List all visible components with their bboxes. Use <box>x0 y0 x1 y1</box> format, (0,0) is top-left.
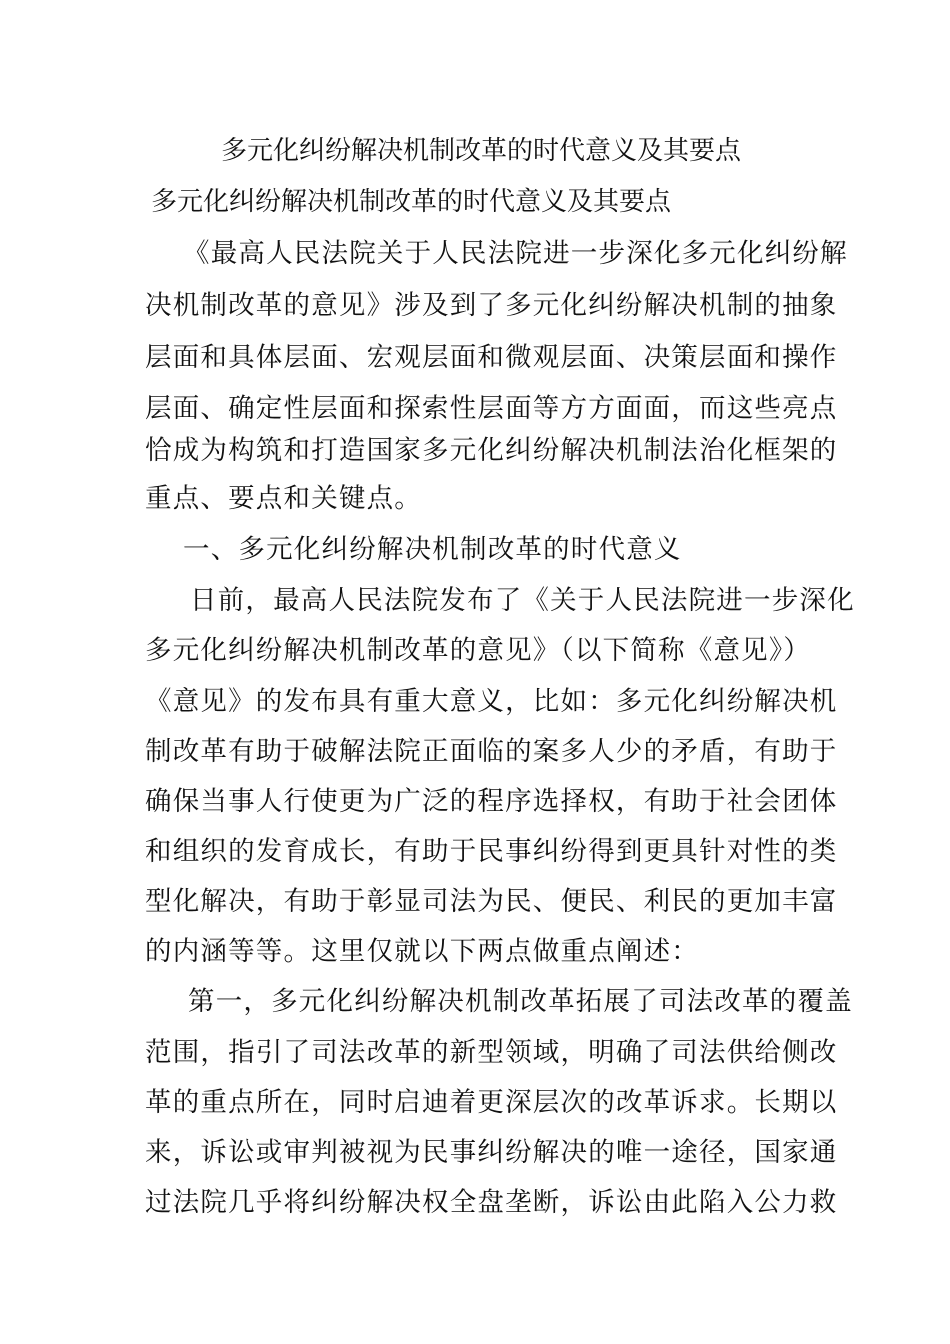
body-line: 来，诉讼或审判被视为民事纠纷解决的唯一途径，国家通 <box>145 1137 838 1168</box>
body-line: 多元化纠纷解决机制改革的意见》（以下简称《意见》） <box>145 635 811 666</box>
body-line: 范围，指引了司法改革的新型领域，明确了司法供给侧改 <box>145 1037 838 1068</box>
body-line: 确保当事人行使更为广泛的程序选择权，有助于社会团体 <box>145 786 838 817</box>
body-line: 决机制改革的意见》涉及到了多元化纠纷解决机制的抽象 <box>145 290 838 321</box>
body-line: 过法院几乎将纠纷解决权全盘垄断，诉讼由此陷入公力救 <box>145 1187 838 1218</box>
section-heading: 一、多元化纠纷解决机制改革的时代意义 <box>183 534 682 565</box>
body-line: 型化解决，有助于彰显司法为民、便民、利民的更加丰富 <box>145 886 838 917</box>
body-line: 的内涵等等。这里仅就以下两点做重点阐述： <box>145 936 699 967</box>
body-line: 和组织的发育成长，有助于民事纠纷得到更具针对性的类 <box>145 836 838 867</box>
body-line: 第一，多元化纠纷解决机制改革拓展了司法改革的覆盖 <box>188 986 853 1017</box>
document-title: 多元化纠纷解决机制改革的时代意义及其要点 <box>221 136 742 166</box>
body-line: 层面、确定性层面和探索性层面等方方面面，而这些亮点 <box>145 393 838 424</box>
body-line: 层面和具体层面、宏观层面和微观层面、决策层面和操作 <box>145 342 838 373</box>
body-line: 日前，最高人民法院发布了《关于人民法院进一步深化 <box>190 585 855 616</box>
body-line: 革的重点所在，同时启迪着更深层次的改革诉求。长期以 <box>145 1087 838 1118</box>
body-line: 制改革有助于破解法院正面临的案多人少的矛盾，有助于 <box>145 736 838 767</box>
body-line: 恰成为构筑和打造国家多元化纠纷解决机制法治化框架的 <box>145 435 838 466</box>
body-line: 重点、要点和关键点。 <box>145 483 422 514</box>
body-line: 《最高人民法院关于人民法院进一步深化多元化纠纷解 <box>183 238 848 269</box>
body-line: 《意见》的发布具有重大意义，比如：多元化纠纷解决机 <box>145 686 838 717</box>
document-subtitle: 多元化纠纷解决机制改革的时代意义及其要点 <box>151 187 672 217</box>
